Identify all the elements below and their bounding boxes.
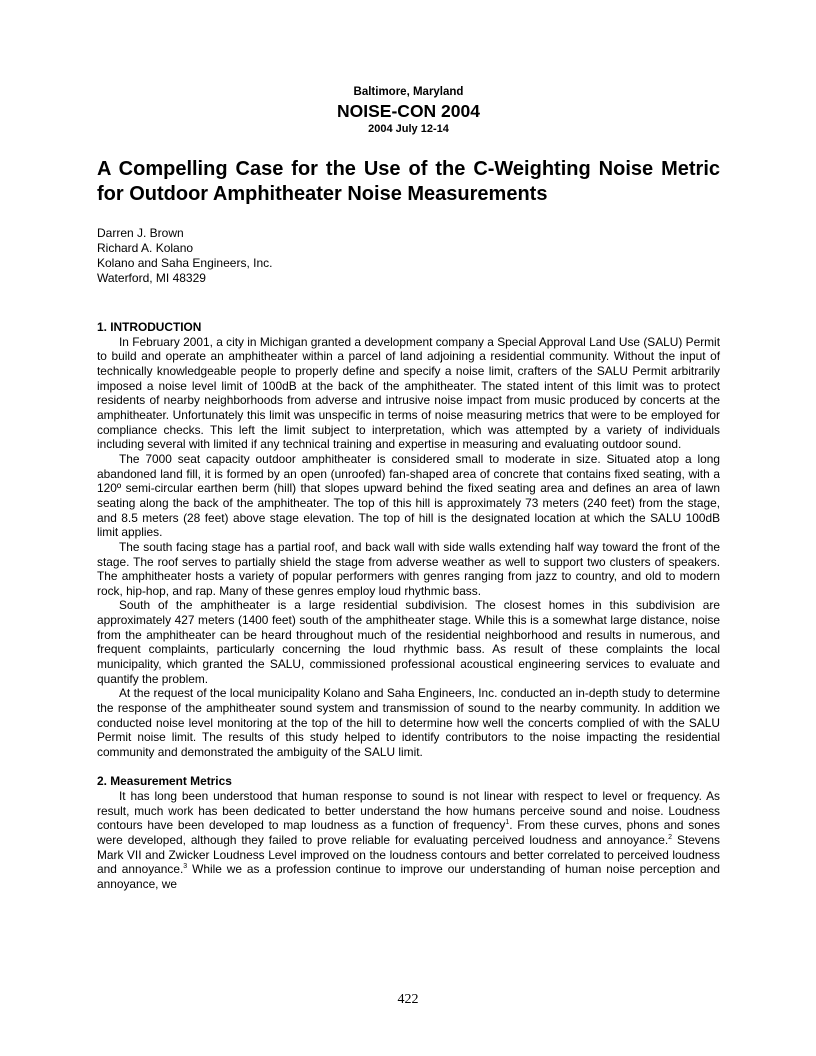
- body-paragraph: [97, 789, 720, 892]
- section-heading: 1. INTRODUCTION: [97, 320, 202, 334]
- body-paragraph: The south facing stage has a partial roof, and back wall with side walls extending half way toward the front of the stage. The roof serves to partially shield the stage from adverse weather as well to support two clusters of speakers. The amphitheater hosts a variety of popular performers with genres ranging from jazz to country, and old to modern rock, hip-hop, and rap. Many of these genres employ loud rhythmic bass.: [97, 539, 720, 598]
- paragraph-text: Stevens Mark VII and Zwicker Loudness Level improved on the loudness contours and better correlated to perceived loudness and annoyance.: [97, 832, 720, 877]
- conference-name: NOISE-CON 2004: [337, 101, 480, 121]
- author-address: Waterford, MI 48329: [97, 271, 206, 285]
- footnote-ref: 2: [668, 833, 673, 841]
- author-block: [97, 226, 720, 286]
- footnote-ref: 3: [183, 863, 188, 871]
- body-paragraph: At the request of the local municipality Kolano and Saha Engineers, Inc. conducted an in-depth study to determine the response of the amphitheater sound system and transmission of sound to the nearby community. In addition we conducted noise level monitoring at the top of the hill to determine how well the concerts complied of with the SALU Permit noise limit. The results of this study helped to identify contributors to the noise impacting the residential community and demonstrated the ambiguity of the SALU limit.: [97, 686, 720, 760]
- paper-body: [97, 320, 720, 892]
- conference-location: Baltimore, Maryland: [353, 86, 464, 98]
- section-heading: 2. Measurement Metrics: [97, 774, 232, 789]
- body-paragraph: In February 2001, a city in Michigan granted a development company a Special Approval Land Use (SALU) Permit to build and operate an amphitheater within a parcel of land adjoining a residential community. Without the input of technically knowledgeable people to properly define and specify a noise limit, crafters of the SALU Permit arbitrarily imposed a noise level limit of 100dB at the back of the amphitheater. The stated intent of this limit was to protect residents of nearby neighborhoods from adverse and intrusive noise impact from music produced by concerts at the amphitheater. Unfortunately this limit was unspecific in terms of noise measuring metrics that were to be employed for compliance checks. This left the limit subject to interpretation, which was attempted by a variety of individuals including several with limited if any technical training and expertise in measuring and evaluating outdoor sound.: [97, 334, 720, 452]
- conference-dates: 2004 July 12-14: [368, 123, 449, 135]
- author-name: Richard A. Kolano: [97, 241, 194, 255]
- paragraph-text: While we as a profession continue to improve our understanding of human noise perception and annoyance, we: [97, 862, 720, 891]
- paragraph-text: . From these curves, phons and sones were developed, although they failed to prove reliable for evaluating perceived loudness and annoyance.: [97, 818, 720, 847]
- body-paragraph: The 7000 seat capacity outdoor amphitheater is considered small to moderate in size. Situated atop a long abandoned land fill, it is formed by an open (unroofed) fan-shaped area of concrete that contains fixed seating, with a 120º semi-circular earthen berm (hill) that slopes upward behind the fixed seating area and defines an area of lawn seating along the back of the amphitheater. The top of this hill is approximately 73 meters (240 feet) from the stage, and 8.5 meters (28 feet) above stage elevation. The top of hill is the designated location at which the SALU 100dB limit applies.: [97, 451, 720, 540]
- author-name: Darren J. Brown: [97, 226, 184, 240]
- page-number: 422: [397, 992, 419, 1007]
- author-affiliation: Kolano and Saha Engineers, Inc.: [97, 256, 273, 270]
- footnote-ref: 1: [505, 819, 510, 827]
- paragraph-text: It has long been understood that human response to sound is not linear with respect to level or frequency. As result, much work has been dedicated to better understand the how humans perceive sound and noise. Loudness contours have been developed to map loudness as a function of frequency: [97, 788, 720, 833]
- body-paragraph: South of the amphitheater is a large residential subdivision. The closest homes in this subdivision are approximately 427 meters (1400 feet) south of the amphitheater stage. While this is a somewhat large distance, noise from the amphitheater can be heard throughout much of the residential neighborhood and results in numerous, and frequent complaints, particularly concerning the loud rhythmic bass. As result of these complaints the local municipality, which granted the SALU, commissioned professional acoustical engineering services to evaluate and quantify the problem.: [97, 598, 720, 686]
- section-spacer: [97, 760, 720, 775]
- paper-title: A Compelling Case for the Use of the C-Weighting Noise Metric for Outdoor Amphitheater Noise Measurements: [97, 158, 720, 205]
